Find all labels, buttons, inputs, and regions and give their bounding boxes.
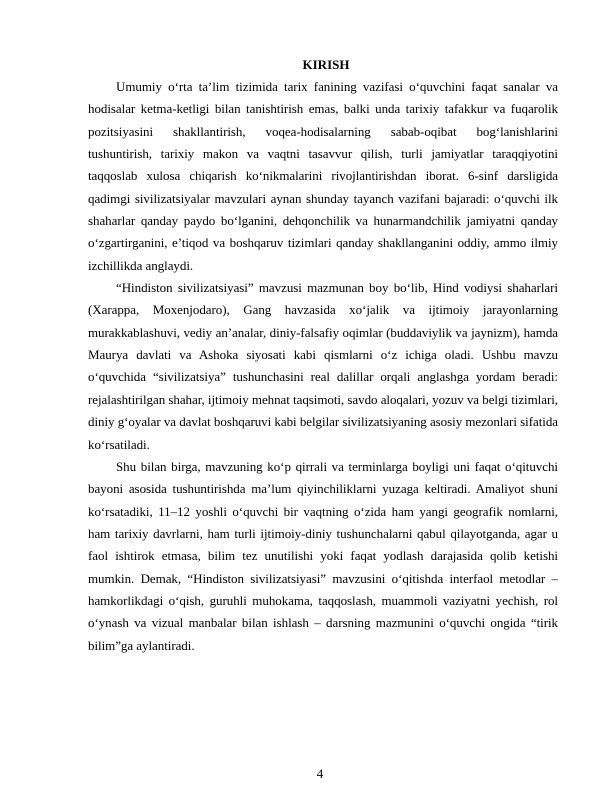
paragraph-3: Shu bilan birga, mavzuning ko‘p qirrali va terminlarga boyligi uni faqat o‘qituvchi bayoni asosida tushuntirishda ma’lum qiyinchiliklarni yuzaga keltiradi. Amaliyot shuni ko‘rsatadiki, 11–12 yoshli o‘quvchi bir vaqtning o‘zida ham yangi geografik nomlarni, ham tarixiy davrlarni, ham turli ijtimoiy-diniy tushunchalarni qabul qilayotganda, agar u faol ishtirok etmasa, bilim tez unutilishi yoki faqat yodlash darajasida qolib ketishi mumkin. Demak, “Hindiston sivilizatsiyasi” mavzusini o‘qitishda interfaol metodlar – hamkorlikdagi o‘qish, guruhli muhokama, taqqoslash, muammoli vaziyatni yechish, rol o‘ynash va vizual manbalar bilan ishlash – darsning mazmunini o‘quvchi ongida “tirik bilim”ga aylantiradi. [88,458,558,653]
paragraph-2: “Hindiston sivilizatsiyasi” mavzusi mazmunan boy bo‘lib, Hind vodiysi shaharlari (Xarappa, Moxenjodaro), Gang havzasida xo‘jalik va ijtimoiy jarayonlarning murakkablashuvi, vediy an’analar, diniy-falsafiy oqimlar (buddaviylik va jaynizm), hamda Maurya davlati va Ashoka siyosati kabi qismlarni o‘z ichiga oladi. Ushbu mavzu o‘quvchida “sivilizatsiya” tushunchasini real dalillar orqali anglashga yordam beradi: rejalashtirilgan shahar, ijtimoiy mehnat taqsimoti, savdo aloqalari, yozuv va belgi tizimlari, diniy g‘oyalar va davlat boshqaruvi kabi belgilar sivilizatsiyaning asosiy mezonlari sifatida ko‘rsatiladi. [88,280,558,452]
paragraph-1: Umumiy o‘rta ta’lim tizimida tarix fanining vazifasi o‘quvchini faqat sanalar va hodisalar ketma-ketligi bilan tanishtirish emas, balki unda tarixiy tafakkur va fuqarolik pozitsiyasini shakllantirish, voqea-hodisalarning sabab-oqibat bog‘lanishlarini tushuntirish, tarixiy makon va vaqtni tasavvur qilish, turli jamiyatlar taraqqiyotini taqqoslab xulosa chiqarish ko‘nikmalarini rivojlantirishdan iborat. 6-sinf darsligida qadimgi sivilizatsiyalar mavzulari aynan shunday tayanch vazifani bajaradi: o‘quvchi ilk shaharlar qanday paydo bo‘lganini, dehqonchilik va hunarmandchilik jamiyatni qanday o‘zgartirganini, e’tiqod va boshqaruv tizimlari qanday shakllanganini oddiy, ammo ilmiy izchillikda anglaydi. [88,79,558,273]
section-title: KIRISH [302,57,350,72]
document-page [88,54,558,657]
page-number: 4 [316,766,324,781]
